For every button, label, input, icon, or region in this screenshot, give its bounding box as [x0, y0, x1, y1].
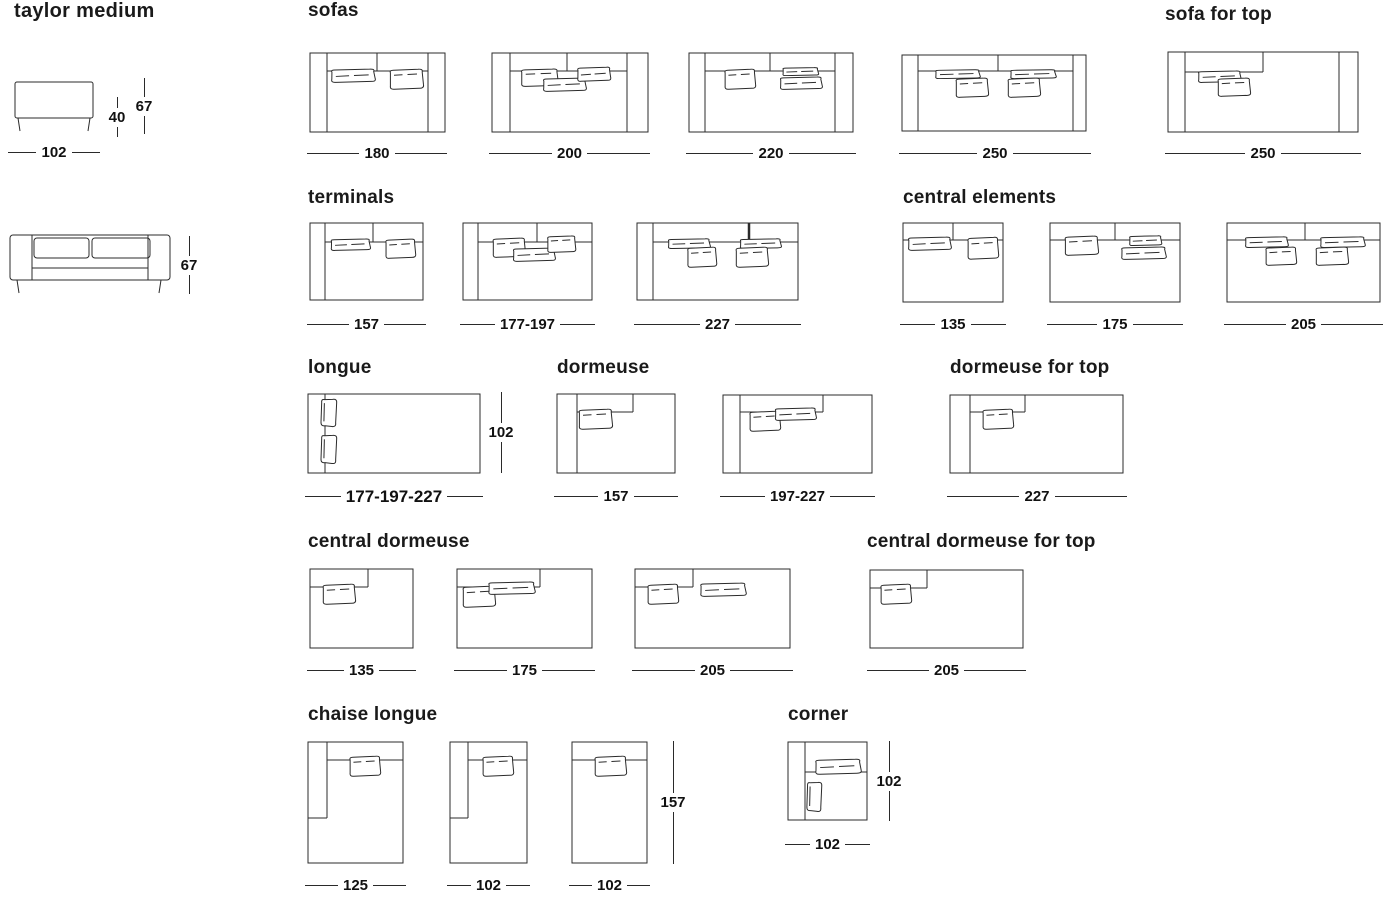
dim-chaise-longue-102-b	[569, 876, 650, 894]
central-element-135-drawing	[900, 220, 1006, 305]
dim-value: 67	[180, 256, 198, 274]
terminal-227-drawing	[634, 220, 801, 303]
dim-value: 135	[348, 661, 375, 679]
dim-value: 102	[475, 876, 502, 894]
dim-value: 102	[876, 772, 902, 790]
section-title-sofas: sofas	[308, 0, 359, 21]
central-dormeuse-205-drawing	[632, 566, 793, 652]
section-title-sofa-for-top: sofa for top	[1165, 4, 1272, 25]
dim-value: 102	[41, 143, 67, 161]
dim-longue	[305, 487, 483, 505]
dim-value: 125	[342, 876, 369, 894]
dim-sofa-200	[489, 144, 650, 162]
dim-central-element-135	[900, 315, 1006, 333]
dim-value: 205	[933, 661, 960, 679]
dim-value: 220	[758, 144, 784, 162]
dim-value: 157	[353, 315, 380, 333]
dormeuse-197-227-drawing	[720, 391, 875, 476]
dim-value: 40	[108, 108, 126, 126]
dormeuse-157-drawing	[554, 391, 678, 476]
front-view-drawing	[8, 233, 188, 295]
dim-value: 250	[982, 144, 1008, 162]
dim-central-dormeuse-for-top-205	[867, 661, 1026, 679]
page-title: taylor medium	[14, 0, 155, 22]
dim-value: 227	[1024, 487, 1050, 505]
sofa-for-top-250-drawing	[1165, 49, 1361, 135]
dim-value: 175	[511, 661, 538, 679]
dim-value: 227	[704, 315, 731, 333]
dim-value: 102	[814, 835, 841, 853]
section-title-corner: corner	[788, 704, 849, 725]
chaise-longue-102-a-drawing	[447, 739, 530, 866]
dim-dormeuse-for-top-227	[947, 487, 1127, 505]
terminal-157-drawing	[307, 220, 426, 303]
dim-dormeuse-157	[554, 487, 678, 505]
dim-terminal-177-197	[460, 315, 595, 333]
side-view-drawing	[5, 78, 105, 136]
central-dormeuse-for-top-205-drawing	[867, 566, 1026, 652]
central-element-175-drawing	[1047, 220, 1183, 305]
central-dormeuse-175-drawing	[454, 566, 595, 652]
dim-central-dormeuse-205	[632, 661, 793, 679]
terminal-177-197-drawing	[460, 220, 595, 303]
dormeuse-for-top-227-drawing	[947, 391, 1127, 476]
dim-value: 205	[1290, 315, 1317, 333]
dim-value: 250	[1250, 144, 1276, 162]
dim-value: 157	[603, 487, 629, 505]
section-title-central-elements: central elements	[903, 187, 1057, 208]
dim-central-element-175	[1047, 315, 1183, 333]
dim-terminal-227	[634, 315, 801, 333]
dim-sofa-220	[686, 144, 856, 162]
dim-chaise-longue-102-a	[447, 876, 530, 894]
sofa-200-drawing	[489, 49, 651, 135]
dim-value: 175	[1102, 315, 1128, 333]
dim-side-view-height	[128, 78, 160, 134]
dim-terminal-157	[307, 315, 426, 333]
section-title-chaise-longue: chaise longue	[308, 704, 438, 725]
dim-value: 135	[940, 315, 966, 333]
dim-dormeuse-197-227	[720, 487, 875, 505]
section-title-central-dormeuse: central dormeuse	[308, 531, 470, 552]
dim-corner-102	[785, 835, 870, 853]
central-element-205-drawing	[1224, 220, 1383, 305]
dim-central-dormeuse-135	[307, 661, 416, 679]
dim-central-dormeuse-175	[454, 661, 595, 679]
dim-sofa-250	[899, 144, 1091, 162]
chaise-longue-102-b-drawing	[569, 739, 650, 866]
corner-drawing	[785, 739, 870, 824]
dim-value: 177-197	[499, 315, 556, 333]
dim-value: 102	[596, 876, 623, 894]
dim-value: 180	[364, 144, 390, 162]
dim-chaise-longue-depth	[656, 741, 690, 864]
dim-value: 157	[660, 794, 686, 811]
section-title-longue: longue	[308, 357, 372, 378]
section-title-dormeuse: dormeuse	[557, 357, 650, 378]
longue-drawing	[305, 391, 483, 476]
dim-value: 197-227	[769, 487, 826, 505]
sofa-250-drawing	[899, 49, 1091, 135]
dim-value: 200	[556, 144, 583, 162]
dim-central-element-205	[1224, 315, 1383, 333]
dim-sofa-for-top-250	[1165, 144, 1361, 162]
section-title-terminals: terminals	[308, 187, 395, 208]
dim-chaise-longue-125	[305, 876, 406, 894]
sofa-220-drawing	[686, 49, 856, 135]
central-dormeuse-135-drawing	[307, 566, 416, 652]
dim-front-view-height	[173, 236, 205, 294]
section-title-dormeuse-for-top: dormeuse for top	[950, 357, 1110, 378]
dim-side-view-width	[8, 143, 100, 161]
dim-sofa-180	[307, 144, 447, 162]
dim-value: 205	[699, 661, 726, 679]
sofa-180-drawing	[307, 49, 448, 135]
dim-corner-depth	[872, 741, 906, 821]
chaise-longue-125-drawing	[305, 739, 406, 866]
dim-longue-depth	[484, 392, 518, 473]
dim-value: 177-197-227	[345, 486, 443, 506]
dim-value: 102	[488, 424, 514, 441]
section-title-central-dormeuse-for-top: central dormeuse for top	[867, 531, 1096, 552]
dim-value: 67	[135, 97, 153, 115]
